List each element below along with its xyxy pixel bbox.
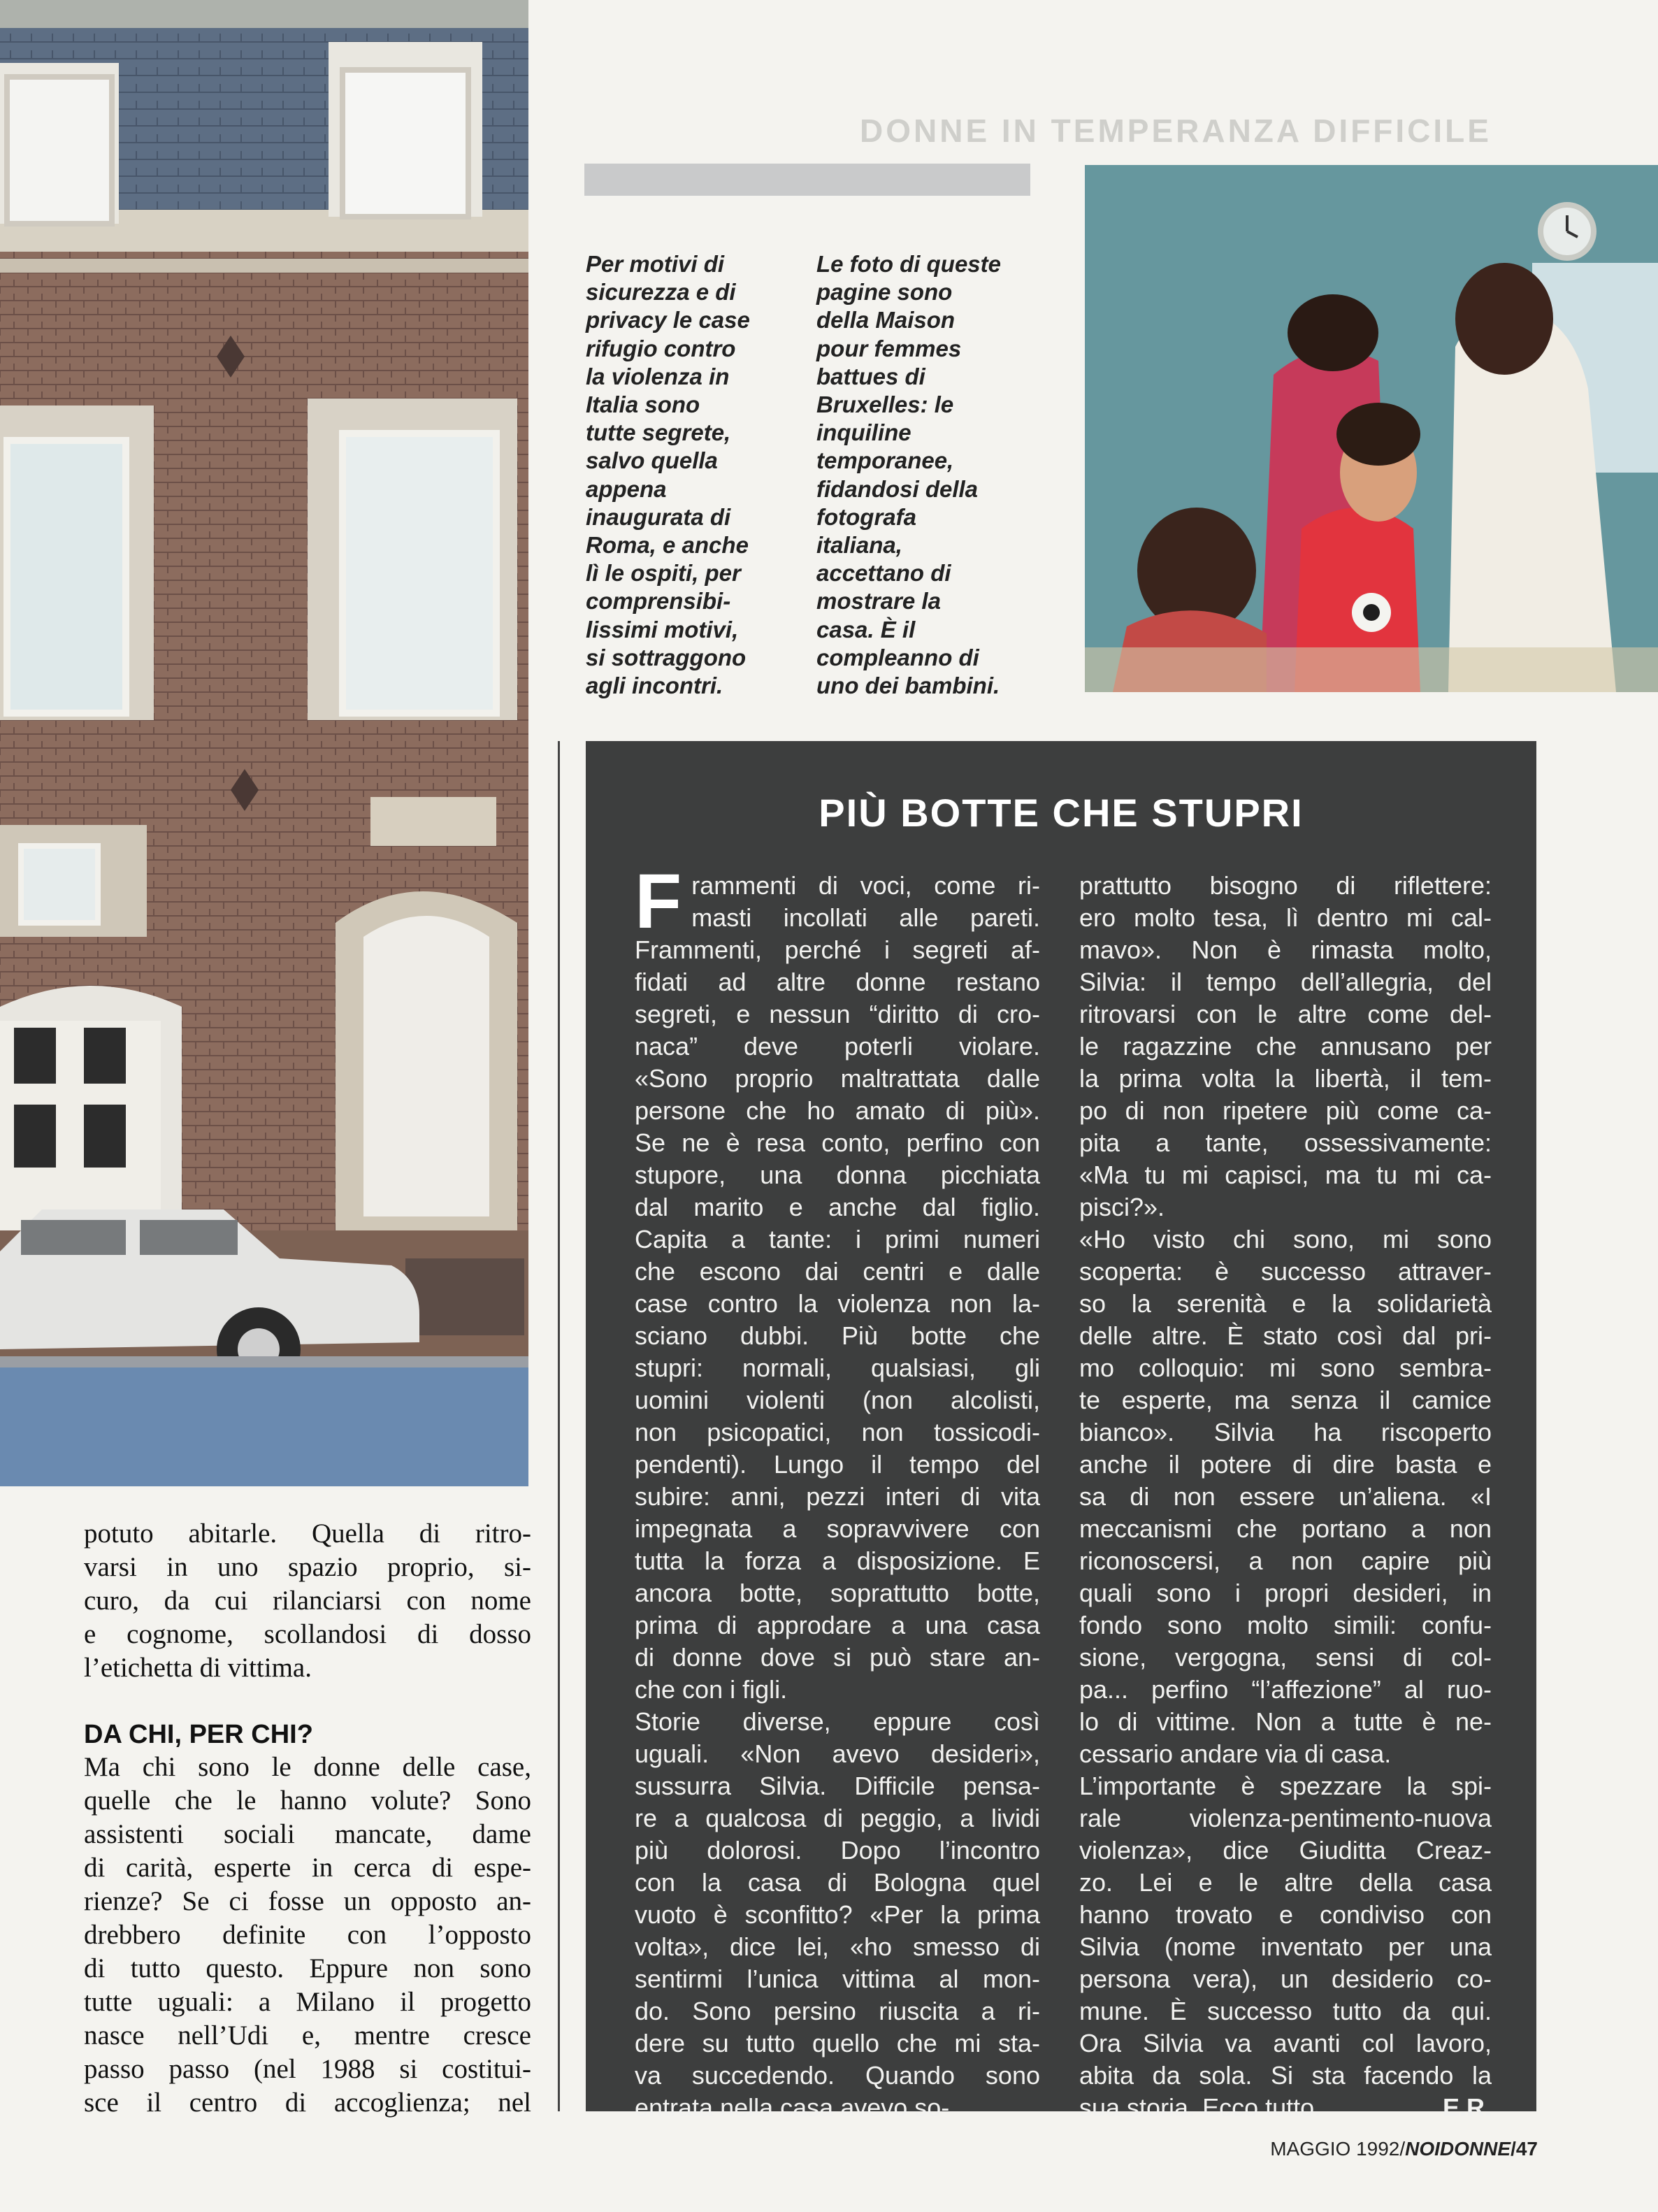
text-line: vuoto è sconfitto? «Per la prima [635,1900,1040,1929]
text-line: naca” deve poterli violare. [635,1032,1040,1061]
text-line: e cognome, scollandosi di dosso [84,1619,531,1649]
text-line: va succedendo. Quando sono [635,2061,1040,2090]
text-line: volta», dice lei, «ho smesso di [635,1932,1040,1961]
caption-line: accettano di [816,560,951,587]
text-line: stupore, una donna picchiata [635,1161,1040,1189]
text-line: tutte uguali: a Milano il progetto [84,1987,531,2017]
text-line: entrata nella casa avevo so- [635,2093,950,2122]
text-line: so la serenità e la solidarietà [1079,1289,1492,1318]
text-line: Silvia (nome inventato per una [1079,1932,1492,1961]
folio-separator: / [1511,2138,1516,2160]
text-line: ero molto tesa, lì dentro mi cal- [1079,903,1492,932]
building-photo-illustration [0,0,528,1486]
text-line: di carità, esperte in cerca di espe- [84,1853,531,1883]
text-line: nasce nell’Udi e, mentre cresce [84,2020,531,2051]
caption-line: Bruxelles: le [816,392,954,418]
text-line: anche il potere di dire basta e [1079,1450,1492,1479]
text-line: rale violenza-pentimento-nuova [1079,1804,1492,1832]
text-line: dal marito e anche dal figlio. [635,1193,1040,1221]
text-line: mavo». Non è rimasta molto, [1079,935,1492,964]
section-heading: DA CHI, PER CHI? [84,1720,313,1749]
caption-line: fidandosi della [816,475,979,502]
building-photo [0,0,528,1486]
text-line: potuto abitarle. Quella di ritro- [84,1518,531,1549]
text-line: di donne dove si può stare an- [635,1643,1040,1672]
text-line: zo. Lei e le altre della casa [1079,1868,1492,1897]
text-line: masti incollati alle pareti. [691,903,1040,932]
text-line: hanno trovato e condiviso con [1079,1900,1492,1929]
text-line: scoperta: è successo attraver- [1079,1257,1492,1286]
text-line: cessario andare via di casa. [1079,1739,1392,1768]
text-line: con la casa di Bologna quel [635,1868,1040,1897]
caption-line: si sottraggono [586,644,747,670]
text-line: prattutto bisogno di riflettere: [1079,871,1492,900]
text-line: quali sono i propri desideri, in [1079,1579,1492,1607]
text-line: di tutto questo. Eppure non sono [84,1953,531,1983]
caption-line: mostrare la [816,588,941,615]
text-line: segreti, e nessun “diritto di cro- [635,1000,1040,1028]
text-line: tutta la forza a disposizione. E [635,1546,1040,1575]
text-line: la prima volta la libertà, il tem- [1079,1064,1492,1093]
caption-line: Italia sono [586,392,700,418]
box-last-line: sua storia. Ecco tutto. [1079,2093,1322,2122]
text-line: Storie diverse, eppure così [635,1707,1040,1736]
text-line: po di non ripetere più come ca- [1079,1096,1492,1125]
text-line: uomini violenti (non alcolisti, [635,1386,1040,1414]
text-line: subire: anni, pezzi interi di vita [635,1482,1040,1511]
text-line: bianco». Silvia ha riscoperto [1079,1418,1492,1446]
text-line: rammenti di voci, come ri- [691,871,1040,900]
text-line: curo, da cui rilanciarsi con nome [84,1586,531,1616]
box-column-2 [1079,870,1492,2124]
text-line: re a qualcosa di peggio, a lividi [635,1804,1040,1832]
text-line: non psicopatici, non tossicodi- [635,1418,1040,1446]
text-line: che escono dai centri e dalle [635,1257,1040,1286]
text-line: Silvia: il tempo dell’allegria, del [1079,968,1492,996]
caption-line: privacy le case [586,307,750,333]
caption-line: Per motivi di [586,251,725,277]
caption-line: tutte segrete, [586,419,731,446]
caption-line: compleanno di [816,644,979,670]
caption-line: comprensibi- [586,588,731,615]
caption-line: italiana, [816,532,902,559]
text-line: fidati ad altre donne restano [635,968,1040,996]
text-line: sa di non essere un’aliena. «I [1079,1482,1492,1511]
caption-line: battues di [816,363,925,389]
text-line: «Ho visto chi sono, mi sono [1079,1225,1492,1254]
caption-left [586,250,795,700]
text-line: pendenti). Lungo il tempo del [635,1450,1040,1479]
text-line: Se ne è resa conto, perfino con [635,1128,1040,1157]
text-line: sentirmi l’unica vittima al mon- [635,1965,1040,1993]
interior-photo-illustration [1085,165,1658,692]
text-line: ritrovarsi con le altre come del- [1079,1000,1492,1028]
text-line: violenza», dice Giuditta Creaz- [1079,1836,1492,1865]
left-column-text [84,1517,531,2120]
caption-line: la violenza in [586,363,730,389]
interior-photo [1085,165,1658,692]
text-line: pisci?». [1079,1193,1165,1221]
signature: E.R. [1442,2093,1492,2122]
text-line: delle altre. È stato così dal pri- [1079,1321,1492,1350]
text-line: assistenti sociali mancate, dame [84,1819,531,1849]
caption-line: agli incontri. [586,673,723,699]
caption-line: appena [586,475,667,502]
text-line: quelle che le hanno volute? Sono [84,1786,531,1816]
caption-line: della Maison [816,307,956,333]
caption-line: inaugurata di [586,503,731,530]
text-line: «Ma tu mi capisci, ma tu mi ca- [1079,1161,1492,1189]
column-divider [558,741,560,2111]
text-line: sce il centro di accoglienza; nel [84,2088,531,2118]
text-line: stupri: normali, qualsiasi, gli [635,1353,1040,1382]
text-line: passo passo (nel 1988 si costitui- [84,2054,531,2084]
text-line: case contro la violenza non la- [635,1289,1040,1318]
text-line: più dolorosi. Dopo l’incontro [635,1836,1040,1865]
caption-line: salvo quella [586,447,718,474]
left-column-paragraph [84,1517,531,1685]
text-line: che con i figli. [635,1675,788,1704]
text-line: prima di approdare a una casa [635,1611,1040,1639]
text-line: l’etichetta di vittima. [84,1653,312,1683]
caption-line: lì le ospiti, per [586,560,741,587]
text-line: sussurra Silvia. Difficile pensa- [635,1772,1040,1800]
text-line: te esperte, ma senza il camice [1079,1386,1492,1414]
text-line: riconoscersi, a non capire più [1079,1546,1492,1575]
caption-line: pour femmes [816,335,962,361]
left-column-paragraph-2 [84,1751,531,2120]
text-line: do. Sono persino riuscita a ri- [635,1997,1040,2025]
text-line: Capita a tante: i primi numeri [635,1225,1040,1254]
text-line: rienze? Se ci fosse un opposto an- [84,1886,531,1916]
caption-line: fotografa [816,503,916,530]
folio-date: MAGGIO 1992/ [1270,2138,1406,2160]
caption-right [816,250,1040,700]
text-line: fondo sono molto simili: confu- [1079,1611,1492,1639]
text-line: impegnata a sopravvivere con [635,1514,1040,1543]
caption-line: lissimi motivi, [586,616,739,642]
page-folio [1258,2138,1538,2160]
text-line: drebbero definite con l’opposto [84,1920,531,1950]
box-title: PIÙ BOTTE CHE STUPRI [819,791,1304,835]
text-line: mo colloquio: mi sono sembra- [1079,1353,1492,1382]
page-number: 47 [1515,2138,1538,2160]
text-line: abita da sola. Si sta facendo la [1079,2061,1492,2090]
grey-bar [584,164,1030,196]
caption-line: uno dei bambini. [816,673,1000,699]
caption-line: temporanee, [816,447,954,474]
text-line: pita a tante, ossessivamente: [1079,1128,1492,1157]
caption-line: rifugio contro [586,335,736,361]
text-line: mune. È successo tutto da qui. [1079,1997,1492,2025]
text-line: meccanismi che portano a non [1079,1514,1492,1543]
text-line: le ragazzine che annusano per [1079,1032,1492,1061]
box-column-1 [635,859,1040,2124]
text-line: «Sono proprio maltrattata dalle [635,1064,1040,1093]
sidebar-box [586,741,1536,2122]
folio-publication: NOIDONNE [1405,2138,1511,2160]
box-line [1079,2092,1492,2124]
text-line: uguali. «Non avevo desideri», [635,1739,1040,1768]
text-line: Ora Silvia va avanti col lavoro, [1079,2029,1492,2057]
caption-line: casa. È il [816,616,916,642]
text-line: dere su tutto quello che mi sta- [635,2029,1040,2057]
text-line: pa... perfino “l’affezione” al ruo- [1079,1675,1492,1704]
drop-cap: F [635,859,682,945]
text-line: Frammenti, perché i segreti af- [635,935,1040,964]
caption-line: sicurezza e di [586,279,736,306]
caption-line: Roma, e anche [586,532,749,559]
text-line: sione, vergogna, sensi di col- [1079,1643,1492,1672]
text-line: sciano dubbi. Più botte che [635,1321,1040,1350]
caption-line: pagine sono [816,279,953,306]
text-line: persona vera), un desiderio co- [1079,1965,1492,1993]
text-line: varsi in uno spazio proprio, si- [84,1552,531,1582]
text-line: Ma chi sono le donne delle case, [84,1752,531,1782]
text-line: persone che ho amato di più». [635,1096,1040,1125]
text-line: L’importante è spezzare la spi- [1079,1772,1492,1800]
caption-line: inquiline [816,419,911,446]
caption-line: Le foto di queste [816,251,1001,277]
ghost-header: DONNE IN TEMPERANZA DIFFICILE [860,113,1492,149]
text-line: ancora botte, soprattutto botte, [635,1579,1040,1607]
text-line: lo di vittime. Non a tutte è ne- [1079,1707,1492,1736]
